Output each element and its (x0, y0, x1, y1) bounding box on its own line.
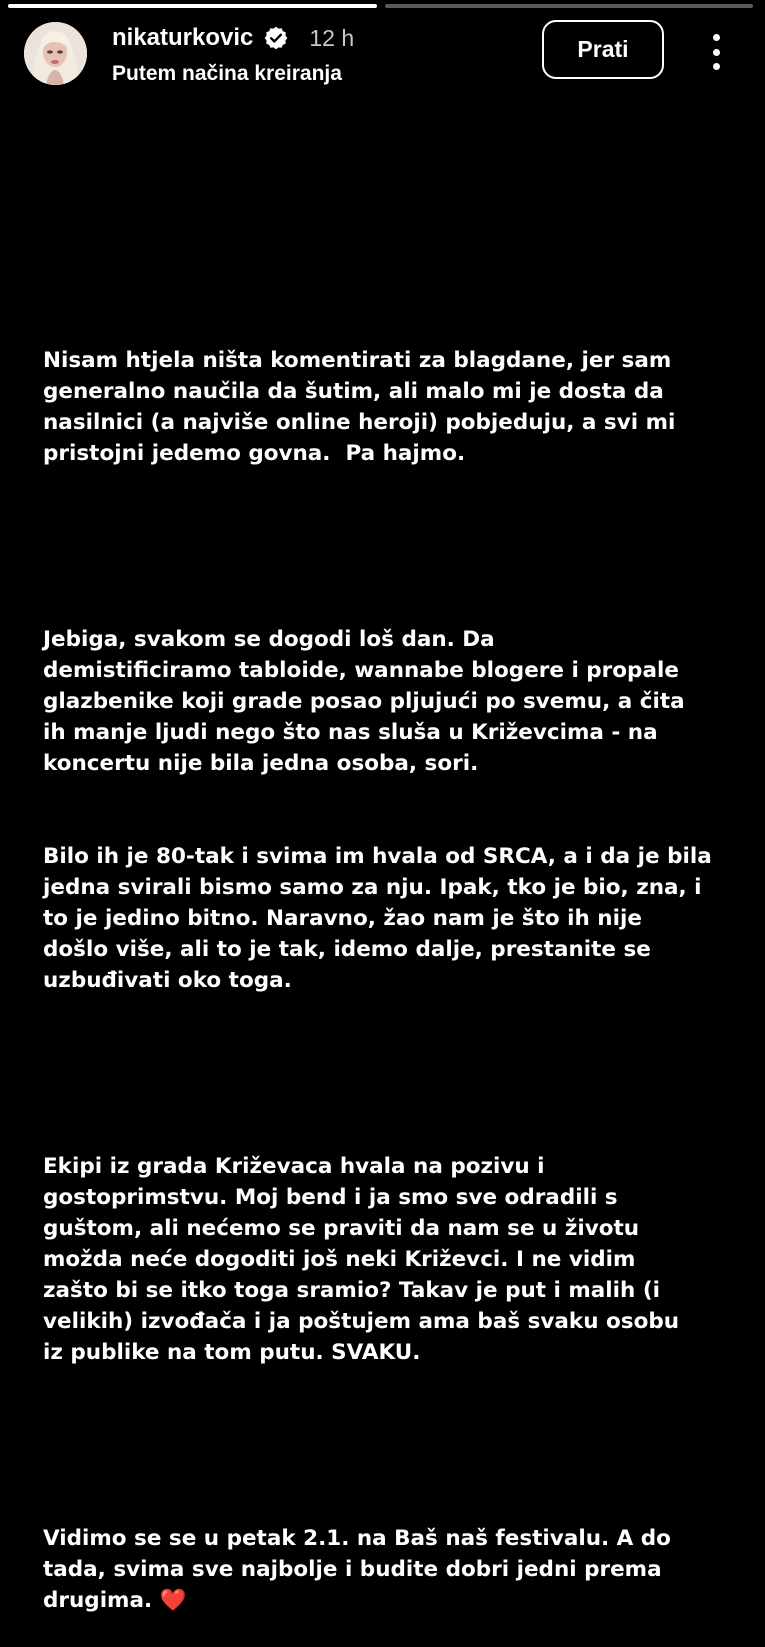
verified-badge-icon (263, 25, 289, 51)
story-progress-segment (8, 4, 377, 8)
paragraph-gap (43, 531, 728, 562)
follow-button[interactable]: Prati (542, 20, 664, 79)
paragraph-3: Bilo ih je 80-tak i svima im hvala od SRCA, a i da je bila jedna svirali bismo samo za nju. Ipak, tko je bio, zna, i to je jedino bitno. Naravno, žao nam je što ih nije došlo više, ali to je tak, idemo dalje, prestanite se uzbuđivati oko toga. (43, 844, 712, 993)
story-progress-fill (8, 4, 377, 8)
more-vertical-icon[interactable] (704, 34, 728, 70)
paragraph-1: Nisam htjela ništa komentirati za blagdane, jer sam generalno naučila da šutim, ali malo mi je dosta da nasilnici (a najviše online heroji) pobjeduju, a svi mi pristojni jedemo govna. Pa hajmo. (43, 348, 676, 466)
story-progress-segment (385, 4, 754, 8)
more-dot (713, 34, 720, 41)
paragraph-2: Jebiga, svakom se dogodi loš dan. Da demistificiramo tabloide, wannabe blogere i propale glazbenike koji grade posao pljujući po svemu, a čita ih manje ljudi nego što nas sluša u Križevcima - na koncertu nije bila jedna osoba, sori. (43, 627, 685, 776)
username[interactable]: nikaturkovic (112, 24, 254, 51)
avatar[interactable] (24, 22, 87, 85)
paragraph-4: Ekipi iz grada Križevaca hvala na pozivu i gostoprimstvu. Moj bend i ja smo sve odradili s guštom, ali nećemo se praviti da nam se u životu možda neće dogoditi još neki Križevci. I ne vidim zašto bi se itko toga sramio? Takav je put i malih (i velikih) izvođača i ja poštujem ama baš svaku osobu iz publike na tom putu. SVAKU. (43, 1154, 680, 1365)
post-time: 12 h (309, 24, 355, 51)
paragraph-gap (43, 1430, 728, 1461)
avatar-image (24, 22, 87, 85)
paragraph-gap (43, 1058, 728, 1089)
story-header (24, 20, 741, 86)
story-progress-bar (8, 4, 753, 8)
more-dot (713, 49, 720, 56)
story-text-body (43, 283, 728, 1647)
paragraph-5: Vidimo se se u petak 2.1. na Baš naš festivalu. A do tada, svima sve najbolje i budite dobri jedni prema drugima. ❤️ (43, 1526, 671, 1613)
user-info (112, 24, 354, 52)
more-dot (713, 63, 720, 70)
story-source-label[interactable]: Putem načina kreiranja (112, 62, 342, 85)
